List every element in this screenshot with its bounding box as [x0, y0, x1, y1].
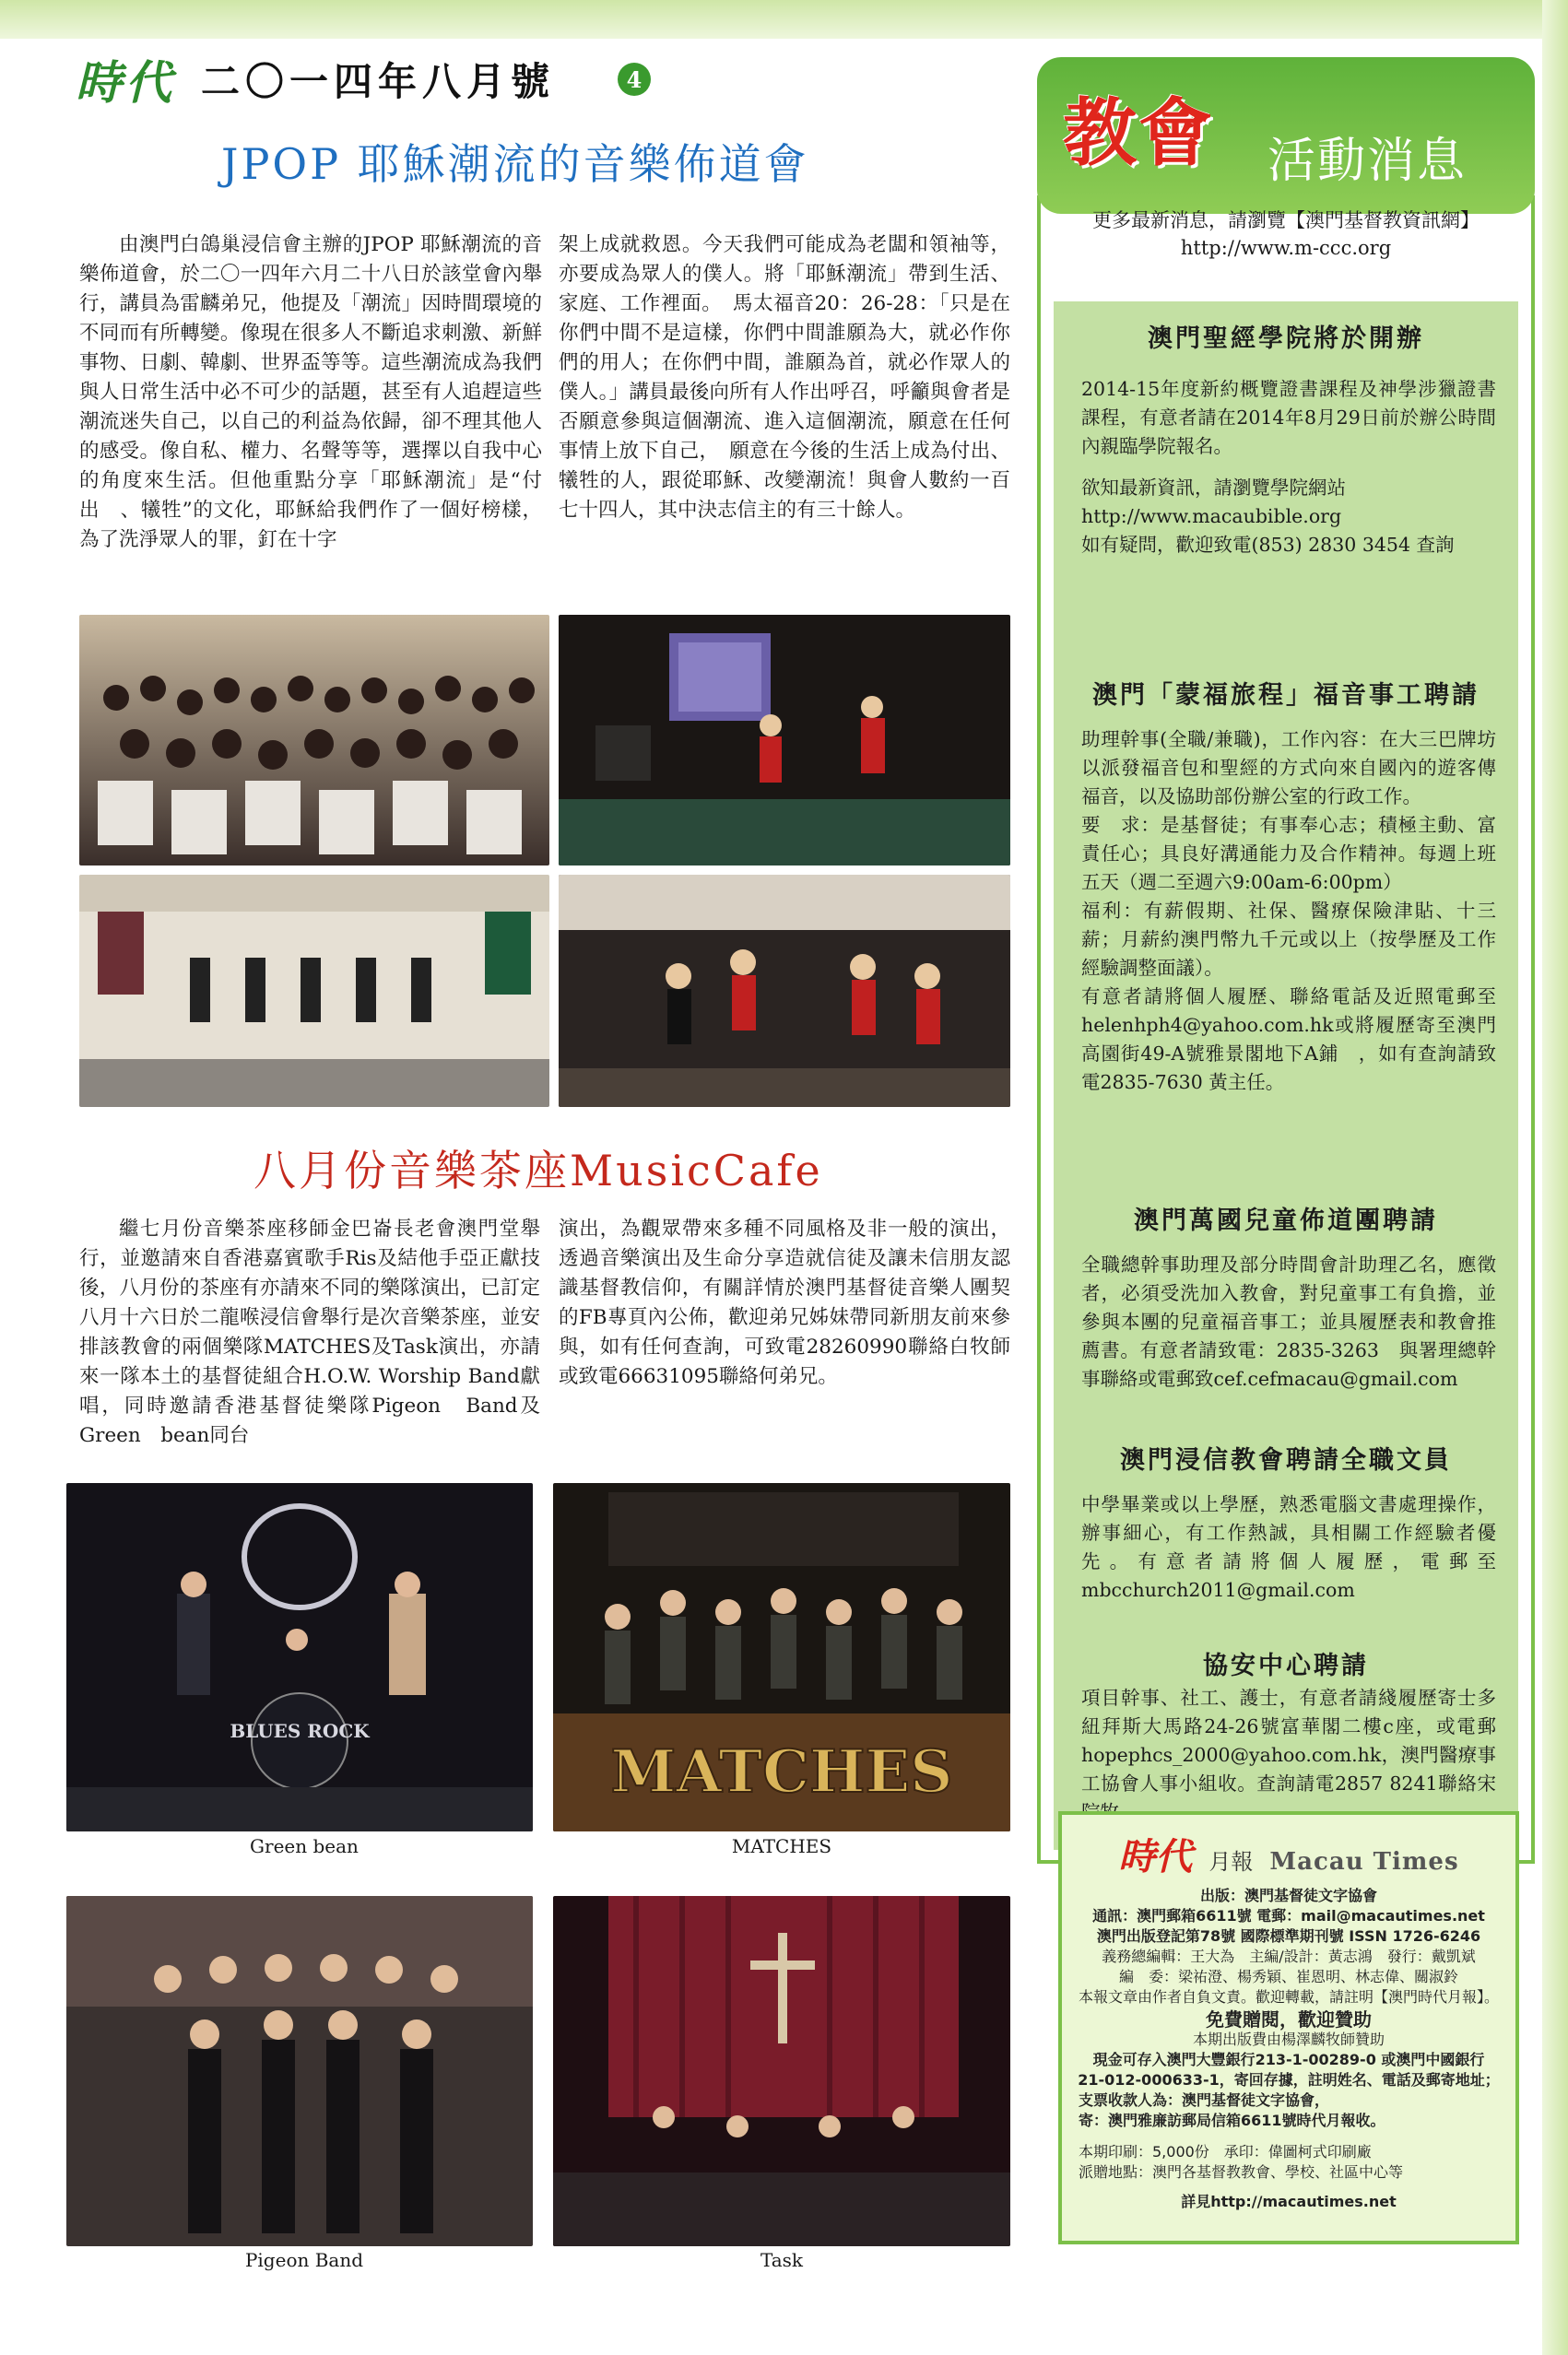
- article1-column1: 由澳門白鴿巢浸信會主辦的JPOP 耶穌潮流的音樂佈道會，於二〇一四年六月二十八日於該堂會內舉行，講員為雷麟弟兄，他提及「潮流」因時間環境的不同而有所轉變。像現在很多人不斷追求刺激、新鮮事物、日劇、韓劇、世界盃等等。這些潮流成為我們與人日常生活中必不可少的話題，甚至有人追趕這些潮流迷失自己，以自己的利益為依歸，卻不理其他人的感受。像自私、權力、名聲等等，選擇以自我中心的角度來生活。但他重點分享「耶穌潮流」是“付出 、犧牲”的文化，耶穌給我們作了一個好榜樣，為了洗淨眾人的罪，釘在十字: [79, 233, 542, 551]
- sidebar-intro-link[interactable]: http://www.m-ccc.org: [1180, 237, 1392, 259]
- notice-link[interactable]: http://www.macaubible.org: [1081, 505, 1342, 527]
- sidebar-notices: [1054, 301, 1518, 1850]
- sidebar-header-big: 教會: [1063, 89, 1214, 176]
- notice-title: 澳門「蒙福旅程」福音事工聘請: [1092, 681, 1480, 710]
- photo-matches: [553, 1483, 1010, 1831]
- colophon-cheque: 支票收款人為：澳門基督徒文字協會，: [1079, 2091, 1330, 2109]
- colophon-distribution: 派贈地點：澳門各基督教教會、學校、社區中心等: [1079, 2163, 1404, 2181]
- article1-column2: 架上成就救恩。今天我們可能成為老闆和領袖等，亦要成為眾人的僕人。將「耶穌潮流」帶到生活、家庭、工作裡面。 馬太福音20：26-28：「只是在你們中間不是這樣，你們中間誰願為大，就必作你們的用人；在你們中間，誰願為首，就必作眾人的僕人。」講員最後向所有人作出呼召，呼籲與會者是否願意參與這個潮流、進入這個潮流，願意在任何事情上放下自己， 願意在今後的生活上成為付出、犧牲的人，跟從耶穌、改變潮流！與會人數約一百七十四人，其中決志信主的有三十餘人。: [559, 233, 1010, 522]
- drum-text-blues-rock: BLUES ROCK: [230, 1720, 370, 1742]
- photo-pigeon-band: [66, 1896, 533, 2246]
- notice-paragraph: 有意者請將個人履歷、聯絡電話及近照電郵至helenhph4@yahoo.com.hk或將履歷寄至澳門高園街49-A號雅景閣地下A鋪 ，如有查詢請致電2835-7630 黃主任。: [1081, 985, 1496, 1093]
- colophon-committee: 編 委：梁祐澄、楊秀穎、崔恩明、林志偉、關淑鈴: [1118, 1968, 1458, 1985]
- photo-crowd-group: [79, 615, 549, 865]
- masthead: [76, 52, 651, 110]
- notice-paragraph: 如有疑問，歡迎致電(853) 2830 3454 查詢: [1081, 534, 1455, 556]
- colophon-disclaimer: 本報文章由作者自負文責。歡迎轉載，請註明【澳門時代月報】。: [1078, 1988, 1499, 2006]
- notice-body: [1081, 1490, 1496, 1605]
- notice-paragraph: 欲知最新資訊，請瀏覽學院網站: [1081, 477, 1346, 499]
- caption-matches: MATCHES: [731, 1835, 832, 1857]
- colophon-registration: 澳門出版登記第78號 國際標準期刊號 ISSN 1726-6246: [1096, 1927, 1481, 1945]
- notice-paragraph: 中學畢業或以上學歷，熟悉電腦文書處理操作，辦事細心，有工作熱誠，具相關工作經驗者優先。有意者請將個人履歷，電郵至mbcchurch2011@gmail.com: [1081, 1493, 1496, 1601]
- colophon-sponsor: 本期出版費由楊澤麟牧師贊助: [1192, 2031, 1385, 2048]
- photo-task: [553, 1896, 1010, 2246]
- article2-column1: 繼七月份音樂茶座移師金巴崙長老會澳門堂舉行，並邀請來自香港嘉賓歌手Ris及結他手亞正獻技後，八月份的茶座有亦請來不同的樂隊演出，已訂定八月十六日於二龍喉浸信會舉行是次音樂茶座，並安排該教會的兩個樂隊MATCHES及Task演出，亦請來一隊本土的基督徒組合H.O.W. Worship Band獻唱，同時邀請香港基督徒樂隊Pigeon Band及Green bean同台: [79, 1218, 540, 1447]
- colophon-english-name: Macau Times: [1269, 1848, 1459, 1876]
- notice-paragraph: 福利：有薪假期、社保、醫療保險津貼、十三薪；月薪約澳門幣九千元或以上（按學歷及工作經驗調整面議）。: [1081, 900, 1496, 979]
- notice-paragraph: 要 求：是基督徒；有事奉心志；積極主動、富責任心；具良好溝通能力及合作精神。每週上班五天（週二至週六9:00am-6:00pm）: [1081, 814, 1496, 893]
- colophon-print: 本期印刷：5,000份 承印：偉圖柯式印刷廠: [1079, 2143, 1372, 2161]
- page-number-badge: 4: [618, 63, 651, 96]
- notice-paragraph: 2014-15年度新約概覽證書課程及神學涉獵證書課程，有意者請在2014年8月29日前於辦公時間內親臨學院報名。: [1081, 378, 1496, 457]
- colophon-monthly: 月報: [1208, 1849, 1254, 1875]
- colophon-free: 免費贈閱，歡迎贊助: [1206, 2008, 1372, 2031]
- sidebar-intro-line1: 更多最新消息，請瀏覽【澳門基督教資訊網】: [1092, 209, 1480, 231]
- photo-dancers-red: [559, 875, 1010, 1107]
- photo-green-bean: [66, 1483, 533, 1831]
- article2-column2: 演出，為觀眾帶來多種不同風格及非一般的演出，透過音樂演出及生命分享造就信徒及讓未信朋友認識基督教信仰，有關詳情於澳門基督徒音樂人團契的FB專頁內公佈，歡迎弟兄姊妹帶同新朋友前來參與，如有任何查詢，可致電28260990聯絡白牧師或致電66631095聯絡何弟兄。: [559, 1218, 1010, 1388]
- article1-title: JPOP 耶穌潮流的音樂佈道會: [221, 139, 809, 189]
- masthead-brand: 時代: [76, 55, 175, 110]
- notice-body: [1081, 1684, 1496, 1827]
- colophon-brand: 時代: [1118, 1835, 1193, 1878]
- notice-paragraph: 全職總幹事助理及部分時間會計助理乙名，應徵者，必須受洗加入教會，對兒童事工有負擔，並參與本團的兒童福音事工；並具履歷表和教會推薦書。有意者請致電：2835-3263 與署理總幹事聯絡或電郵致cef.cefmacau@gmail.com: [1081, 1254, 1496, 1390]
- sidebar-intro: [1037, 206, 1535, 262]
- colophon-website[interactable]: 詳見http://macautimes.net: [1181, 2193, 1397, 2210]
- caption-green-bean: Green bean: [250, 1835, 359, 1857]
- photo-stage-singers: [559, 615, 1010, 865]
- caption-pigeon-band: Pigeon Band: [244, 2249, 364, 2271]
- masthead-issue: 二〇一四年八月號: [201, 59, 556, 104]
- notice-body: [1081, 375, 1496, 559]
- notice-body: [1081, 1251, 1496, 1394]
- notice-title: 澳門聖經學院將於開辦: [1148, 324, 1424, 353]
- notice-title: 澳門浸信教會聘請全職文員: [1120, 1446, 1452, 1475]
- colophon-contact: 通訊：澳門郵箱6611號 電郵：mail@macautimes.net: [1092, 1907, 1485, 1925]
- colophon-publisher: 出版：澳門基督徒文字協會: [1199, 1887, 1377, 1904]
- photo-dancers-stage: [79, 875, 549, 1107]
- photo-text-matches: MATCHES: [610, 1737, 953, 1807]
- colophon-mail: 寄：澳門雅廉訪郵局信箱6611號時代月報收。: [1079, 2112, 1385, 2129]
- article2-title: 八月份音樂茶座MusicCafe: [253, 1146, 823, 1195]
- notice-title: 澳門萬國兒童佈道團聘請: [1134, 1207, 1438, 1235]
- colophon-bank1: 現金可存入澳門大豐銀行213-1-00289-0 或澳門中國銀行: [1092, 2051, 1485, 2068]
- colophon-editors: 義務總編輯：王大為 主編/設計：黃志鴻 發行：戴凱斌: [1102, 1948, 1476, 1965]
- notice-paragraph: 項目幹事、社工、護士，有意者請綫履歷寄士多紐拜斯大馬路24-26號富華閣二樓c座，或電郵hopephcs_2000@yahoo.com.hk，澳門醫療事工協會人事小組收。查詢請電2857 8241聯絡宋: [1081, 1687, 1496, 1795]
- notice-paragraph: 助理幹事(全職/兼職)，工作內容：在大三巴牌坊以派發福音包和聖經的方式向來自國內的遊客傳福音，以及協助部份辦公室的行政工作。: [1081, 728, 1496, 807]
- top-decorative-band: [0, 0, 1568, 39]
- sidebar-header-small: 活動消息: [1267, 134, 1468, 189]
- notice-body: [1081, 725, 1496, 1097]
- colophon-brand-row: [1062, 1828, 1515, 1880]
- colophon-box: [1058, 1811, 1519, 2244]
- notice-title: 協安中心聘請: [1203, 1652, 1369, 1680]
- sidebar-header: [1037, 57, 1535, 214]
- colophon-bank2: 21-012-000633-1，寄回存據，註明姓名、電話及郵寄地址；: [1078, 2071, 1500, 2089]
- side-decorative-band: [1542, 0, 1568, 2355]
- caption-task: Task: [760, 2249, 804, 2271]
